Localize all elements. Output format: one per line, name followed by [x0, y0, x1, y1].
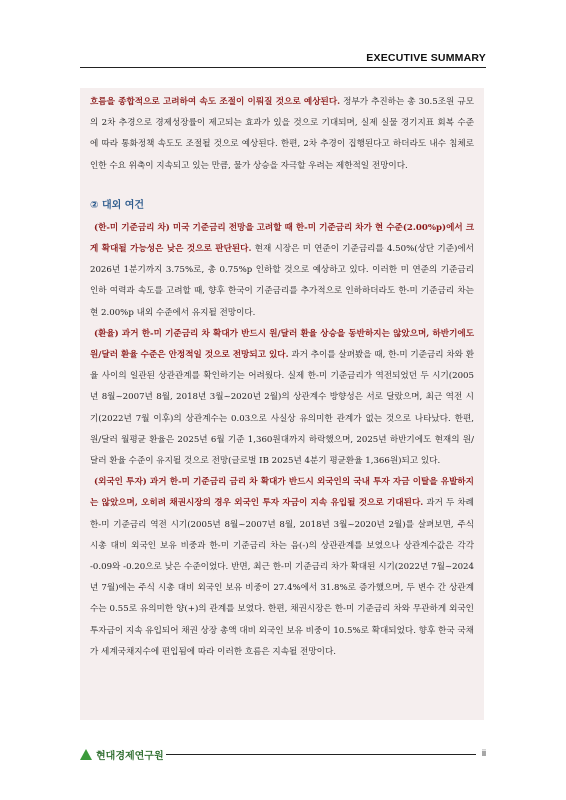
- institute-logo: [80, 747, 164, 762]
- paragraph-lead: (환율) 과거 한-미 기준금리 차 확대가 반드시 원/달러 환율 상승을 동반하지는 않았으며, 하반기에도 원/달러 환율 수준은 안정적일 것으로 전망되고 있다.: [90, 328, 474, 361]
- paragraph-text: 과거 추이를 살펴봤을 때, 한-미 기준금리 차와 환율 사이의 일관된 상관관계를 확인하기는 어려웠다. 실제 한-미 기준금리가 역전되었던 두 시기(2005년 8월~2007년 8월, 2018년 3월~2020년 2월)의 상관계수 방향성은 서로 달랐으며, 최근 역전 시기(2022년 7월 이후)의 상관계수는 0.03으로 사실상 유의미한 관계가 없는 것으로 나타났다. 한편, 원/달러 월평균 환율은 2025년 6월 기준 1,360원대까지 하락했으며, 2025년 하반기에도 현재의 원/달러 환율 수준이 유지될 것으로 전망(글로벌 IB 2025년 4분기 평균환율 1,366원)되고 있다.: [90, 350, 474, 467]
- page-number: ii: [482, 748, 486, 758]
- header-title: EXECUTIVE SUMMARY: [366, 52, 486, 64]
- paragraph-text: 현재 시장은 미 연준이 기준금리를 4.50%(상단 기준)에서 2026년 1분기까지 3.75%로, 총 0.75%p 인하할 것으로 예상하고 있다. 이러한 미 연준의 기준금리 인하 여력과 속도를 고려할 때, 향후 한국이 기준금리를 추가적으로 인하하더라도 한-미 기준금리 차는 현 2.00%p 내외 수준에서 유지될 전망이다.: [90, 244, 474, 318]
- paragraph-exchange-rate: [90, 324, 474, 472]
- header-divider: [80, 67, 486, 68]
- paragraph-lead: (외국인 투자) 과거 한-미 기준금리 금리 차 확대가 반드시 외국인의 국내 투자 자금 이탈을 유발하지는 않았으며, 오히려 채권시장의 경우 외국인 투자 자금이 지속 유입될 것으로 기대된다.: [90, 477, 474, 509]
- logo-text: 현대경제연구원: [96, 751, 164, 762]
- paragraph-rate-differential: [90, 218, 474, 324]
- triangle-logo-icon: [80, 749, 92, 760]
- paragraph-lead: (한-미 기준금리 차) 미국 기준금리 전망을 고려할 때 한-미 기준금리 차가 현 수준(2.00%p)에서 크게 확대될 가능성은 낮은 것으로 판단된다.: [90, 222, 474, 255]
- paragraph-inflation-outlook: [90, 92, 474, 177]
- footer-divider: [166, 754, 476, 755]
- paragraph-lead: 흐름을 종합적으로 고려하여 속도 조절이 이뤄질 것으로 예상된다.: [90, 97, 341, 107]
- paragraph-text: 정부가 추진하는 총 30.5조원 규모의 2차 추경으로 경제성장률이 제고되는 효과가 있을 것으로 기대되며, 실제 실물 경기지표 회복 수준에 따라 통화정책 속도도 조절될 것으로 예상된다. 한편, 2차 추경이 집행된다고 하더라도 내수 침체로 인한 수요 위축이 지속되고 있는 만큼, 물가 상승을 자극할 우려는 제한적일 전망이다.: [90, 97, 474, 171]
- section-heading-external-conditions: ② 대외 여건: [90, 199, 145, 211]
- paragraph-text: 과거 두 차례 한-미 기준금리 역전 시기(2005년 8월~2007년 8월, 2018년 3월~2020년 2월)를 살펴보면, 주식 시총 대비 외국인 보유 비중과 한-미 기준금리 차는 음(-)의 상관관계를 보였으나 상관계수값은 각각 -0.09와 -0.20으로 낮은 수준이었다. 반면, 최근 한-미 기준금리 차가 확대된 시기(2022년 7월~2024년 7월)에는 주식 시총 대비 외국인 보유 비중이 27.4%에서 31.8%로 증가했으며, 두 변수 간 상관계수는 0.55로 유의미한 양(+)의 관계를 보였다. 한편, 채권시장은 한-미 기준금리 차와 무관하게 외국인 투자금이 지속 유입되어 채권 상장 총액 대비 외국인 보유 비중이 10.5%로 확대되었다. 향후 한국 국채가 세계국채지수에 편입됨에 따라 이러한 흐름은 지속될 전망이다.: [90, 498, 474, 657]
- summary-body: [80, 88, 484, 720]
- paragraph-foreign-investment: [90, 472, 474, 663]
